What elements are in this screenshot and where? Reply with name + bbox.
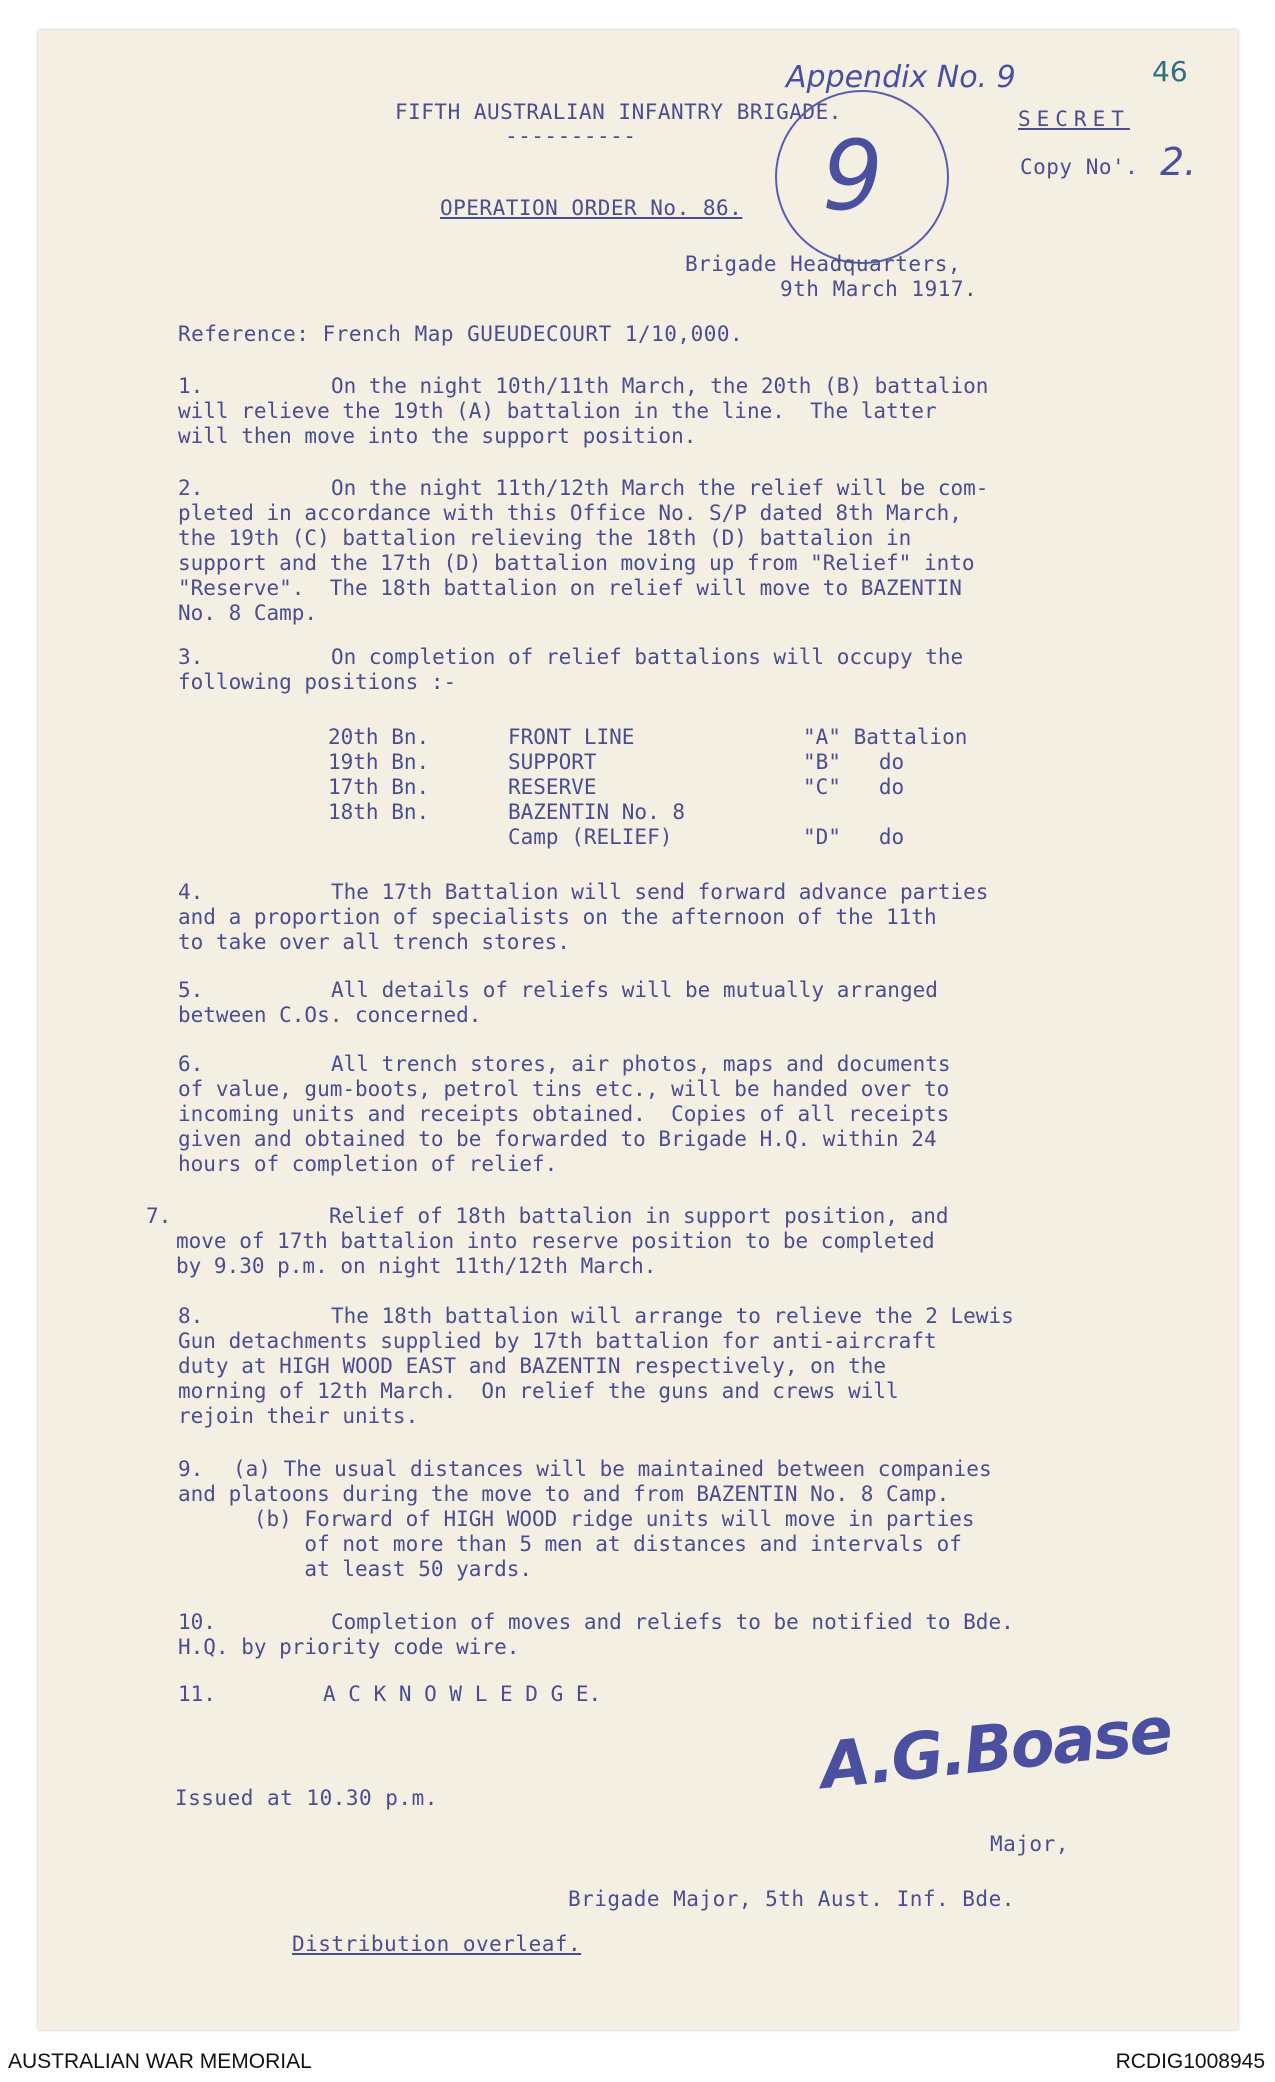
para-line: All details of reliefs will be mutually arranged bbox=[331, 978, 938, 1002]
para-number: 7. bbox=[146, 1204, 172, 1228]
bn-cell: 18th Bn. bbox=[328, 800, 430, 824]
para-line: All trench stores, air photos, maps and documents bbox=[331, 1052, 951, 1076]
brigade-title: FIFTH AUSTRALIAN INFANTRY BRIGADE. bbox=[395, 100, 842, 124]
para-line: at least 50 yards. bbox=[178, 1557, 533, 1581]
position-cell: FRONT LINE bbox=[508, 725, 635, 749]
paragraph-4 bbox=[178, 880, 1138, 955]
para-number: 1. bbox=[178, 374, 204, 398]
paragraph-11 bbox=[178, 1682, 1138, 1707]
para-line: morning of 12th March. On relief the guns and crews will bbox=[178, 1379, 899, 1403]
para-line: H.Q. by priority code wire. bbox=[178, 1635, 520, 1659]
para-line: and platoons during the move to and from BAZENTIN No. 8 Camp. bbox=[178, 1482, 950, 1506]
para-number: 2. bbox=[178, 476, 204, 500]
para-line: of not more than 5 men at distances and intervals of bbox=[178, 1532, 962, 1556]
label-cell: "B" do bbox=[803, 750, 905, 774]
para-line: On the night 10th/11th March, the 20th (B) battalion bbox=[331, 374, 989, 398]
order-title: OPERATION ORDER No. 86. bbox=[440, 196, 743, 220]
para-line: duty at HIGH WOOD EAST and BAZENTIN respectively, on the bbox=[178, 1354, 887, 1378]
map-reference: Reference: French Map GUEUDECOURT 1/10,000. bbox=[178, 322, 744, 346]
para-line: On completion of relief battalions will occupy the bbox=[331, 645, 964, 669]
para-number: 11. bbox=[178, 1682, 216, 1706]
paragraph-10 bbox=[178, 1610, 1138, 1660]
para-number: 8. bbox=[178, 1304, 204, 1328]
para-line: support and the 17th (D) battalion moving up from "Relief" into bbox=[178, 551, 975, 575]
para-number: 4. bbox=[178, 880, 204, 904]
para-number: 5. bbox=[178, 978, 204, 1002]
order-date: 9th March 1917. bbox=[780, 277, 978, 301]
para-line: Gun detachments supplied by 17th battalion for anti-aircraft bbox=[178, 1329, 937, 1353]
para-line: "Reserve". The 18th battalion on relief will move to BAZENTIN bbox=[178, 576, 962, 600]
position-cell: Camp (RELIEF) bbox=[508, 825, 673, 849]
para-line: given and obtained to be forwarded to Brigade H.Q. within 24 bbox=[178, 1127, 937, 1151]
footer-left: AUSTRALIAN WAR MEMORIAL bbox=[8, 2050, 312, 2073]
para-line: the 19th (C) battalion relieving the 18th (D) battalion in bbox=[178, 526, 912, 550]
table-row bbox=[328, 775, 1028, 800]
para-line: incoming units and receipts obtained. Copies of all receipts bbox=[178, 1102, 950, 1126]
copy-no-value: 2. bbox=[1160, 140, 1197, 184]
position-cell: SUPPORT bbox=[508, 750, 597, 774]
para-line: rejoin their units. bbox=[178, 1404, 419, 1428]
distribution-note: Distribution overleaf. bbox=[292, 1932, 582, 1956]
bn-cell: 20th Bn. bbox=[328, 725, 430, 749]
secret-label: SECRET bbox=[1018, 107, 1130, 131]
positions-table bbox=[328, 725, 1028, 850]
paragraph-5 bbox=[178, 978, 1138, 1028]
label-cell: "D" do bbox=[803, 825, 905, 849]
para-number: 3. bbox=[178, 645, 204, 669]
para-line: The 18th battalion will arrange to relieve the 2 Lewis bbox=[331, 1304, 1014, 1328]
issued-time: Issued at 10.30 p.m. bbox=[175, 1786, 438, 1810]
footer-right: RCDIG1008945 bbox=[1115, 2050, 1265, 2073]
bn-cell: 19th Bn. bbox=[328, 750, 430, 774]
para-line: pleted in accordance with this Office No. S/P dated 8th March, bbox=[178, 501, 962, 525]
para-number: 6. bbox=[178, 1052, 204, 1076]
para-line: will then move into the support position. bbox=[178, 424, 697, 448]
para-line: following positions :- bbox=[178, 670, 457, 694]
para-line: to take over all trench stores. bbox=[178, 930, 570, 954]
paragraph-9 bbox=[178, 1457, 1138, 1582]
position-cell: BAZENTIN No. 8 bbox=[508, 800, 686, 824]
hq-location: Brigade Headquarters, bbox=[685, 252, 962, 276]
circled-number: 9 bbox=[822, 120, 884, 232]
para-line: hours of completion of relief. bbox=[178, 1152, 558, 1176]
para-line: will relieve the 19th (A) battalion in the line. The latter bbox=[178, 399, 937, 423]
page-number: 46 bbox=[1152, 55, 1188, 88]
copy-no-label: Copy No'. bbox=[1020, 155, 1139, 179]
appendix-label: Appendix No. 9 bbox=[786, 60, 1016, 95]
para-line: (b) Forward of HIGH WOOD ridge units will move in parties bbox=[178, 1507, 975, 1531]
table-row bbox=[328, 800, 1028, 825]
signature: A.G.Boase bbox=[817, 1693, 1175, 1805]
paragraph-1 bbox=[178, 374, 1138, 449]
paragraph-7 bbox=[146, 1204, 1106, 1279]
para-line: No. 8 Camp. bbox=[178, 601, 318, 625]
para-line: move of 17th battalion into reserve position to be completed bbox=[176, 1229, 935, 1253]
title-rule: ---------- bbox=[505, 124, 637, 148]
bn-cell: 17th Bn. bbox=[328, 775, 430, 799]
para-line: Relief of 18th battalion in support position, and bbox=[329, 1204, 949, 1228]
para-line: The 17th Battalion will send forward advance parties bbox=[331, 880, 989, 904]
position-cell: RESERVE bbox=[508, 775, 597, 799]
para-line: of value, gum-boots, petrol tins etc., will be handed over to bbox=[178, 1077, 950, 1101]
para-line: Completion of moves and reliefs to be notified to Bde. bbox=[331, 1610, 1014, 1634]
label-cell: "C" do bbox=[803, 775, 905, 799]
signatory-title: Brigade Major, 5th Aust. Inf. Bde. bbox=[568, 1887, 1015, 1911]
paragraph-8 bbox=[178, 1304, 1138, 1429]
para-line: On the night 11th/12th March the relief will be com- bbox=[331, 476, 989, 500]
table-row bbox=[328, 750, 1028, 775]
para-line: A C K N O W L E D G E. bbox=[323, 1682, 602, 1706]
para-line: (a) The usual distances will be maintained between companies bbox=[233, 1457, 992, 1481]
para-line: and a proportion of specialists on the afternoon of the 11th bbox=[178, 905, 937, 929]
table-row bbox=[328, 725, 1028, 750]
paragraph-3 bbox=[178, 645, 1138, 695]
para-line: between C.Os. concerned. bbox=[178, 1003, 482, 1027]
para-line: by 9.30 p.m. on night 11th/12th March. bbox=[176, 1254, 657, 1278]
signatory-rank: Major, bbox=[990, 1832, 1069, 1856]
para-number: 9. bbox=[178, 1457, 204, 1481]
table-row bbox=[328, 825, 1028, 850]
paragraph-6 bbox=[178, 1052, 1138, 1177]
label-cell: "A" Battalion bbox=[803, 725, 968, 749]
paragraph-2 bbox=[178, 476, 1138, 626]
para-number: 10. bbox=[178, 1610, 216, 1634]
